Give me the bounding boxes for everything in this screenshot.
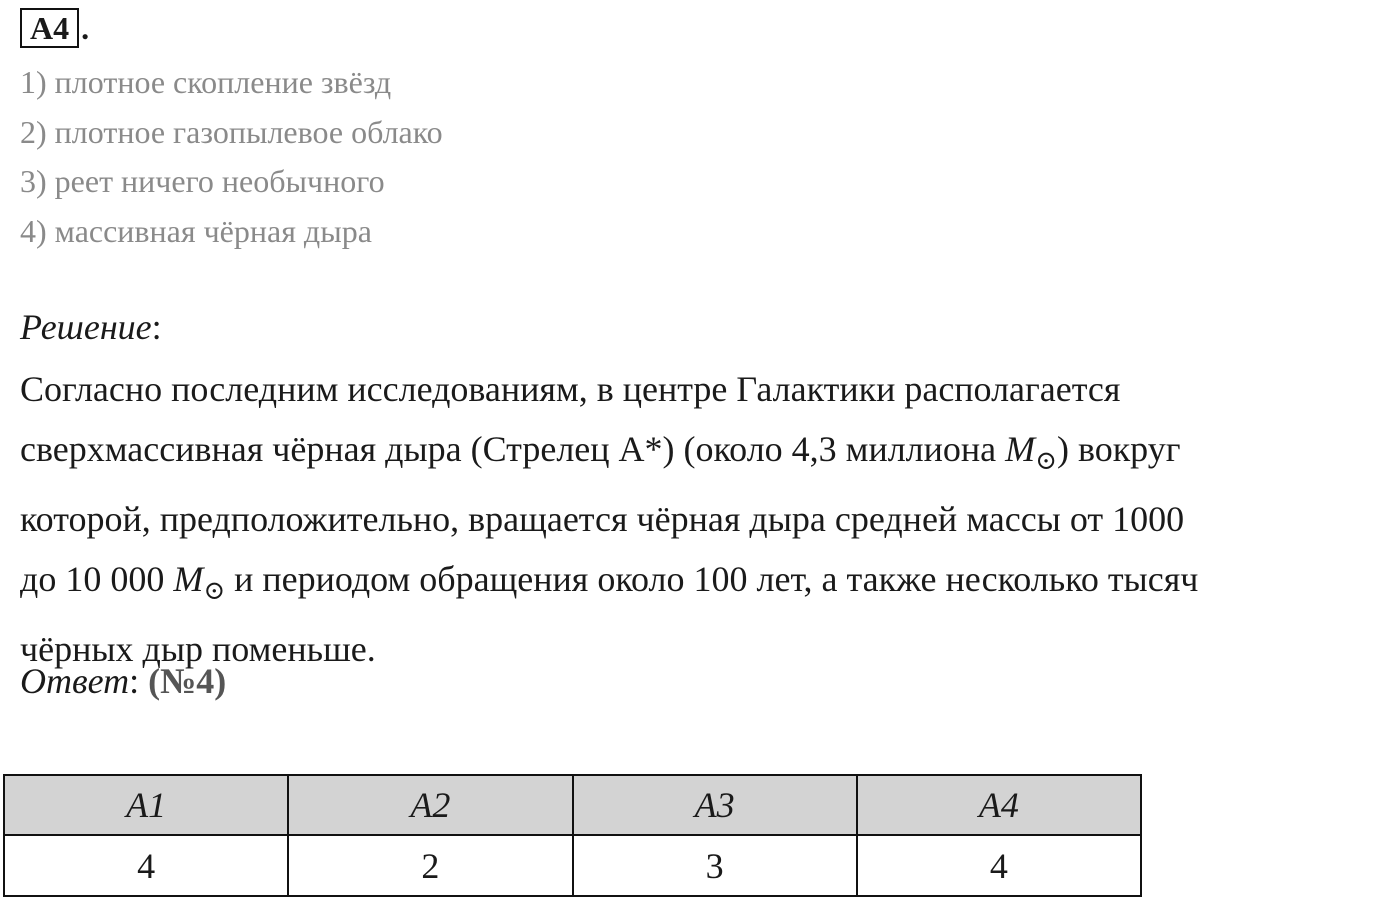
answers-table-cell: 4 — [857, 835, 1141, 896]
solution-line-2 — [20, 420, 1400, 491]
question-number-box: A4 — [20, 8, 79, 48]
answers-table-row — [4, 835, 1141, 896]
solar-mass-letter: M — [173, 558, 204, 599]
solution-heading-text: Решение — [20, 307, 152, 347]
solution-line-2-start: сверхмассивная чёрная дыра (Стрелец A*) (около 4,3 миллиона — [20, 428, 1006, 469]
question-number-dot: . — [81, 9, 90, 46]
solution-line-4-start: до 10 000 — [20, 558, 174, 599]
answer-label: Ответ — [20, 661, 130, 701]
option-1: 1) плотное скопление звёзд — [20, 64, 392, 100]
solution-line-2-end: ) вокруг — [1056, 428, 1181, 469]
solution-heading-colon: : — [151, 307, 162, 347]
answers-table-header-row — [4, 775, 1141, 835]
solution-heading — [20, 306, 162, 348]
answers-table-cell: 3 — [573, 835, 857, 896]
answer-value: (№4) — [148, 661, 227, 701]
sun-symbol-icon: ⊙ — [203, 575, 226, 605]
answers-table-header: A3 — [573, 775, 857, 835]
question-number — [20, 9, 89, 47]
answers-table — [3, 774, 1142, 897]
answers-table-cell: 4 — [4, 835, 288, 896]
solution-line-4-end: и периодом обращения около 100 лет, а также несколько тысяч — [225, 558, 1199, 599]
solution-line-3: которой, предположительно, вращается чёрная дыра средней массы от 1000 — [20, 499, 1185, 539]
solar-mass-symbol — [173, 558, 226, 605]
answers-table-cell: 2 — [288, 835, 572, 896]
solar-mass-symbol — [1005, 428, 1057, 475]
answers-table-header: A2 — [288, 775, 572, 835]
solution-line-5: чёрных дыр поменьше. — [20, 629, 376, 669]
option-3: 3) реет ничего необычного — [20, 163, 385, 199]
option-2: 2) плотное газопылевое облако — [20, 113, 443, 150]
solution-line-4 — [20, 550, 1400, 621]
option-4: 4) массивная чёрная дыра — [20, 212, 372, 249]
answer-line — [20, 660, 226, 702]
sun-symbol-icon: ⊙ — [1035, 445, 1057, 475]
solution-body — [20, 360, 1400, 680]
solution-line-1: Согласно последним исследованиям, в центре Галактики располагается — [20, 369, 1121, 409]
answer-options — [20, 58, 443, 256]
solar-mass-letter: M — [1005, 428, 1036, 469]
answers-table-header: A4 — [857, 775, 1141, 835]
answers-table-header: A1 — [4, 775, 288, 835]
answer-colon: : — [129, 661, 149, 701]
